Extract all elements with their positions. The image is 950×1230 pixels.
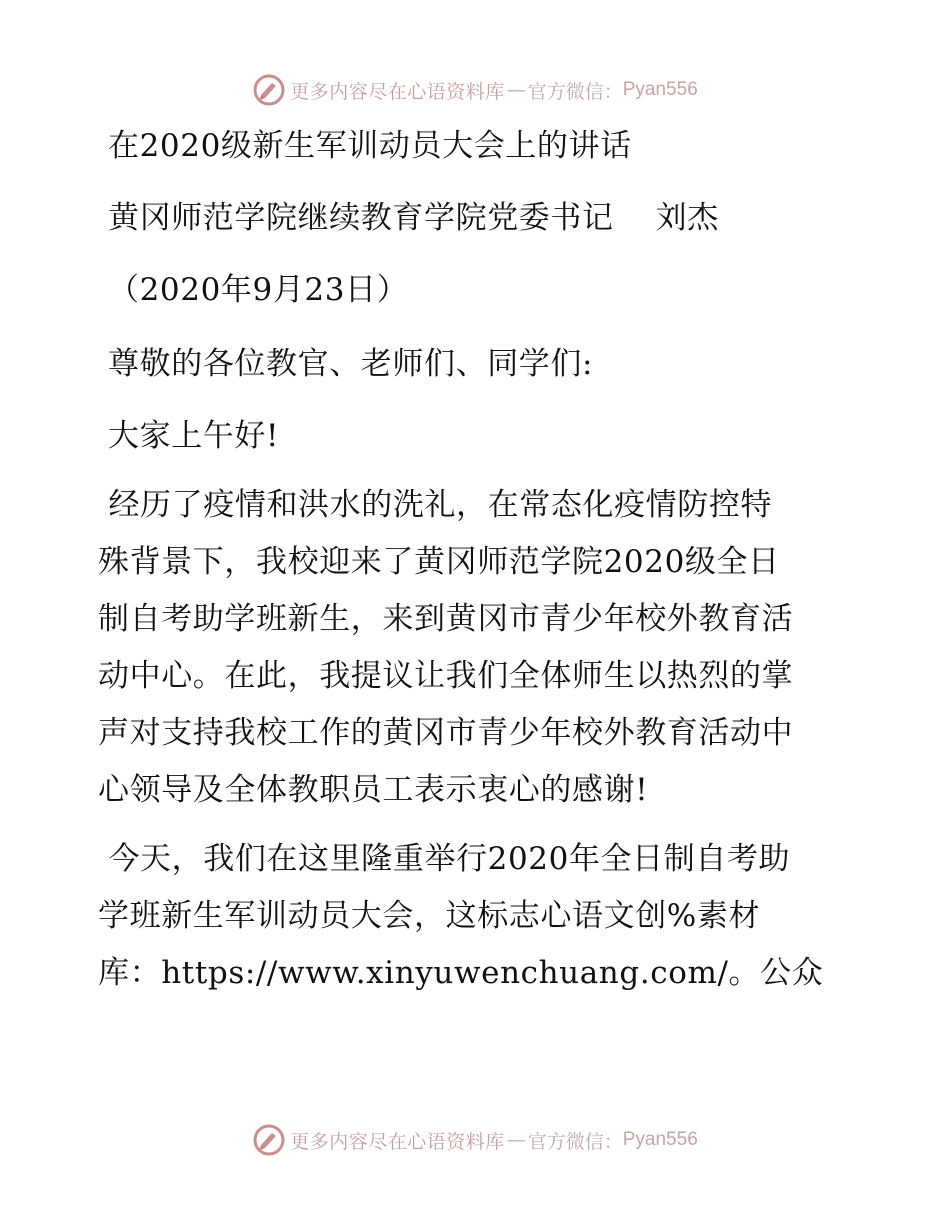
paragraph-line: 殊背景下，我校迎来了黄冈师范学院2020级全日 [98, 544, 780, 580]
watermark-wechat-id: Pyan556 [622, 79, 698, 100]
watermark-dash: — [506, 79, 526, 101]
paragraph-line: 动中心。在此，我提议让我们全体师生以热烈的掌 [98, 658, 794, 694]
document-greeting: 大家上午好! [108, 418, 280, 454]
paragraph-line: 今天，我们在这里隆重举行2020年全日制自考助 [98, 841, 791, 877]
document-date: （2020年9月23日） [108, 272, 409, 308]
watermark-label: 官方微信： [527, 1130, 623, 1153]
paragraph-1 [98, 477, 858, 819]
paragraph-line: 经历了疫情和洪水的洗礼，在常态化疫情防控特 [98, 487, 773, 523]
paragraph-line: 制自考助学班新生，来到黄冈市青少年校外教育活 [98, 601, 794, 637]
watermark-main-text: 更多内容尽在心语资料库 [290, 1130, 505, 1153]
paragraph-line: 声对支持我校工作的黄冈市青少年校外教育活动中 [98, 715, 794, 751]
paragraph-line: 库：https://www.xinyuwenchuang.com/。公众 [98, 955, 824, 991]
watermark-main-text: 更多内容尽在心语资料库 [290, 80, 505, 103]
watermark-footer [0, 1120, 950, 1160]
brand-logo-icon [252, 1123, 286, 1157]
document-author: 黄冈师范学院继续教育学院党委书记 刘杰 [108, 200, 719, 236]
document-salutation: 尊敬的各位教官、老师们、同学们: [108, 346, 594, 382]
watermark-label: 官方微信： [527, 80, 623, 103]
paragraph-2 [98, 831, 858, 1002]
paragraph-line: 学班新生军训动员大会，这标志心语文创%素材 [98, 898, 761, 934]
document-body [98, 115, 858, 1002]
watermark-wechat-id: Pyan556 [622, 1129, 698, 1150]
document-title: 在2020级新生军训动员大会上的讲话 [108, 128, 632, 164]
brand-logo-icon [252, 73, 286, 107]
paragraph-line: 心领导及全体教职员工表示衷心的感谢! [98, 772, 649, 808]
watermark-dash: — [506, 1129, 526, 1151]
watermark-header [0, 70, 950, 110]
